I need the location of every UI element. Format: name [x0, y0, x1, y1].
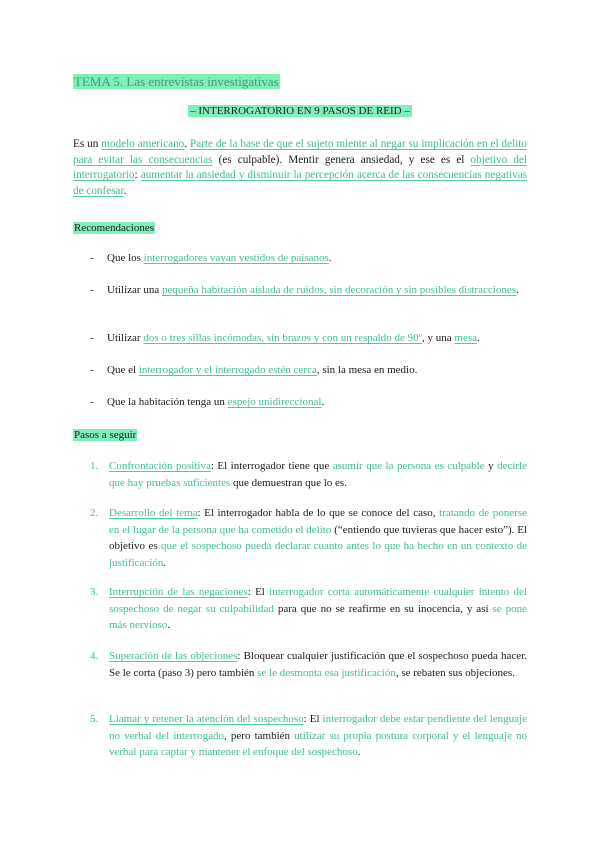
list-item: - Que los interrogadores vayan vestidos de paisanos.: [90, 252, 332, 264]
list-item: - Utilizar una pequeña habitación aislada de ruidos, sin decoración y sin posibles distracciones.: [90, 284, 519, 296]
section-heading-pasos: Pasos a seguir: [74, 429, 137, 441]
intro-paragraph: Es un modelo americano. Parte de la base de que el sujeto miente al negar su implicación en el delito para evitar las consecuencias (es culpable). Mentir genera ansiedad, y ese es el objetivo del interrogatorio: aumentar la ansiedad y disminuir la percepción acerca de las consecuencias negativas de confesar.: [73, 138, 528, 197]
list-item: - Que el interrogador y el interrogado estén cerca, sin la mesa en medio.: [90, 364, 418, 376]
list-item: 4. Superación de las objeciones: Bloquear cualquier justificación que el sospechoso pueda hacer. Se le corta (paso 3) pero también se le desmonta esa justificación, se rebaten sus objeciones.: [90, 650, 527, 679]
list-item: 5. Llamar y retener la atención del sospechoso: El interrogador debe estar pendiente del lenguaje no verbal del interrogado, pero también utilizar su propia postura corporal y el lenguaje no verbal para captar y mantener el enfoque del sospechoso.: [90, 713, 527, 758]
page-title: TEMA 5. Las entrevistas investigativas: [74, 74, 279, 89]
document-subtitle: – INTERROGATORIO EN 9 PASOS DE REID –: [190, 105, 410, 117]
list-item: - Utilizar dos o tres sillas incómodas, sin brazos y con un respaldo de 90º, y una mesa.: [90, 332, 480, 344]
list-item: 3. Interrupción de las negaciones: El interrogador corta automáticamente cualquier intento del sospechoso de negar su culpabilidad para que no se reafirme en su inocencia, y así se pone más nervioso.: [90, 586, 528, 631]
list-item: 1. Confrontación positiva: El interrogador tiene que asumir que la persona es culpable y decirle que hay pruebas suficientes que demuestran que lo es.: [90, 460, 528, 489]
list-item: - Que la habitación tenga un espejo unidireccional.: [90, 396, 325, 408]
section-heading-recomendaciones: Recomendaciones: [74, 222, 155, 234]
list-item: 2. Desarrollo del tema: El interrogador habla de lo que se conoce del caso, tratando de ponerse en el lugar de la persona que ha cometido el delito (“entiendo que tuvieras que hacer esto”). El objetivo es que el sospechoso pueda declarar cuanto antes lo que ha hecho en un contexto de justificación.: [90, 507, 528, 569]
